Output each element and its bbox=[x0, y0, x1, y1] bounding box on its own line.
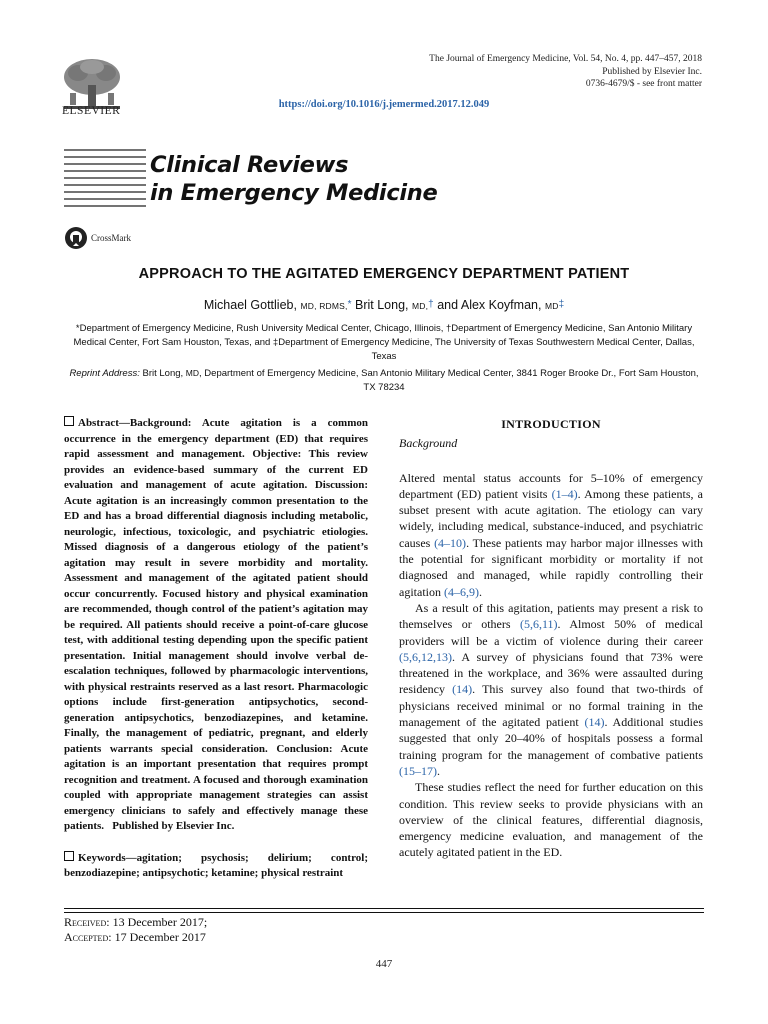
abstract-copyright: Published by Elsevier Inc. bbox=[112, 820, 235, 832]
accepted-label: Accepted: bbox=[64, 930, 112, 944]
reprint-details: , Department of Emergency Medicine, San Antonio Military Medical Center, 3841 Roger Brooke Dr., Fort Sam Houston, TX 78234 bbox=[199, 368, 699, 393]
footer-divider bbox=[64, 908, 704, 909]
text-run: . Additional studies suggested that only 20–40% of hospitals possess a formal training program for the management of combative patients bbox=[399, 715, 703, 762]
abstract-column bbox=[64, 416, 368, 882]
keywords bbox=[64, 851, 368, 882]
received-label: Received: bbox=[64, 915, 110, 929]
text-run: As a result of this agitation, patients may present a risk to themselves or others bbox=[399, 600, 703, 632]
series-lines-icon bbox=[64, 148, 146, 208]
citation-link[interactable]: (14) bbox=[452, 682, 473, 697]
author-degrees: MD, bbox=[411, 301, 429, 311]
author-degrees: MD, RDMS, bbox=[300, 301, 348, 311]
author-footnote-mark[interactable]: * bbox=[347, 299, 352, 310]
author-list bbox=[0, 298, 768, 312]
accepted-line bbox=[64, 930, 207, 945]
reprint-label: Reprint Address: bbox=[69, 368, 140, 379]
text-run: Altered mental status accounts for 5–10% of emergency department (ED) patient visits bbox=[399, 470, 703, 501]
section-heading: INTRODUCTION bbox=[501, 417, 601, 431]
checkbox-square-icon bbox=[64, 851, 74, 861]
checkbox-square-icon bbox=[64, 416, 74, 426]
author-footnote-mark[interactable]: † bbox=[428, 299, 434, 310]
text-run: . bbox=[437, 763, 440, 778]
received-line bbox=[64, 915, 207, 930]
text-run: . These patients may harbor major illnesses with the potential for significant morbidity or mortality if not diagnosed and managed, while rapidly controlling their agitation bbox=[399, 535, 703, 599]
text-run: . Among these patients, a subset present with acute agitation. The etiology can vary widely, including medical, substance-induced, and psychiatric causes bbox=[399, 486, 703, 550]
reprint-degree: MD bbox=[185, 368, 200, 378]
reprint-address bbox=[66, 366, 702, 395]
crossmark-icon[interactable] bbox=[64, 226, 88, 250]
citation-link[interactable]: (5,6,11) bbox=[520, 617, 558, 632]
journal-line-1: The Journal of Emergency Medicine, Vol. 54, No. 4, pp. 447–457, 2018 bbox=[429, 54, 702, 64]
received-dates bbox=[64, 915, 207, 945]
citation-link[interactable]: (15–17) bbox=[399, 763, 437, 778]
intro-paragraph-1 bbox=[399, 470, 703, 600]
subsection-heading: Background bbox=[399, 436, 458, 451]
affiliations: *Department of Emergency Medicine, Rush University Medical Center, Chicago, Illinois, †Department of Emergency Medicine, San Antonio Military Medical Center, Fort Sam Houston, Texas, and ‡Department of Emergency Medicine, The University of Texas Southwestern Medical Center, Dallas, Texas bbox=[73, 323, 695, 362]
author-degrees: MD bbox=[544, 301, 559, 311]
journal-line-2: Published by Elsevier Inc. bbox=[602, 66, 702, 77]
journal-line-3: 0736-4679/$ - see front matter bbox=[585, 79, 702, 89]
doi-link[interactable]: https://doi.org/10.1016/j.jemermed.2017.12.049 bbox=[278, 99, 490, 110]
citation-link[interactable]: (14) bbox=[584, 715, 605, 730]
text-run: . A survey of physicians found that 73% were threatened in the workplace, and 36% were assaulted during residency bbox=[399, 649, 703, 697]
footer-divider bbox=[64, 912, 704, 913]
citation-link[interactable]: (4–6,9) bbox=[444, 584, 479, 599]
received-date: 13 December 2017; bbox=[112, 915, 208, 929]
accepted-date: 17 December 2017 bbox=[114, 930, 206, 944]
series-title-line-2: in Emergency Medicine bbox=[150, 180, 438, 206]
text-run: . Almost 50% of medical providers will be a victim of violence during their career bbox=[399, 617, 703, 648]
journal-citation bbox=[429, 53, 702, 91]
citation-link[interactable]: (1–4) bbox=[551, 486, 578, 501]
citation-link[interactable]: (4–10) bbox=[434, 535, 467, 550]
text-run: . This survey also found that two-thirds of physicians received minimal or no formal training in the management of the agitated patient bbox=[399, 682, 703, 730]
abstract-text: Abstract—Background: Acute agitation is a common occurrence in the emergency department (ED) that requires rapid assessment and management. Objective: This review provides an evidence-based summary of the current ED evaluation and management of acute agitation. Discussion: Acute agitation is an increasingly common presentation to the ED and has a broad differential diagnosis including metabolic, neurologic, infectious, toxicologic, and psychiatric etiologies. Missed diagnosis of a dangerous etiology of the patient’s agitation may result in severe morbidity and mortality. Assessment and management of the agitated patient should occur concurrently. Focused history and physical examination are recommended, though control of the patient’s agitation may be required. All patients should receive a point-of-care glucose test, with additional testing depending upon the specific patient presentation. Initial management should involve verbal de-escalation techniques, followed by pharmacologic interventions, with physical restraints reserved as a last resort. Pharmacologic options include first-generation antipsychotics, second-generation antipsychotics, benzodiazepines, and ketamine. Finally, the management of pediatric, pregnant, and elderly patients warrants special consideration. Conclusion: Acute agitation is an important presentation that requires prompt recognition and treatment. A focused and thorough examination coupled with appropriate management strategies can assist emergency clinicians to safely and effectively manage these patients. bbox=[64, 417, 368, 832]
intro-paragraph-2 bbox=[399, 600, 703, 779]
intro-paragraph-3: These studies reflect the need for further education on this condition. This review seeks to provide physicians with an overview of the clinical features, differential diagnosis, emergency medicine evaluation, and management of the acutely agitated patient in the ED. bbox=[399, 780, 703, 860]
series-title-line-1: Clinical Reviews bbox=[150, 152, 349, 178]
introduction-column bbox=[399, 416, 703, 861]
author-footnote-mark[interactable]: ‡ bbox=[558, 299, 565, 310]
author-name: and Alex Koyfman, bbox=[437, 298, 542, 312]
crossmark-label[interactable]: CrossMark bbox=[91, 233, 131, 243]
author-name: Michael Gottlieb, bbox=[203, 298, 297, 312]
series-title bbox=[150, 151, 437, 207]
page-number: 447 bbox=[375, 958, 393, 970]
citation-link[interactable]: (5,6,12,13) bbox=[399, 649, 452, 664]
keywords-text: Keywords—agitation; psychosis; delirium; control; benzodiazepine; antipsychotic; ketamine; physical restraint bbox=[64, 851, 368, 879]
abstract bbox=[64, 416, 368, 835]
article-title: APPROACH TO THE AGITATED EMERGENCY DEPARTMENT PATIENT bbox=[138, 266, 630, 282]
publisher-name: ELSEVIER bbox=[62, 105, 121, 117]
reprint-name: Brit Long, bbox=[142, 368, 184, 379]
text-run: . bbox=[479, 584, 482, 599]
author-name: Brit Long, bbox=[354, 298, 409, 312]
